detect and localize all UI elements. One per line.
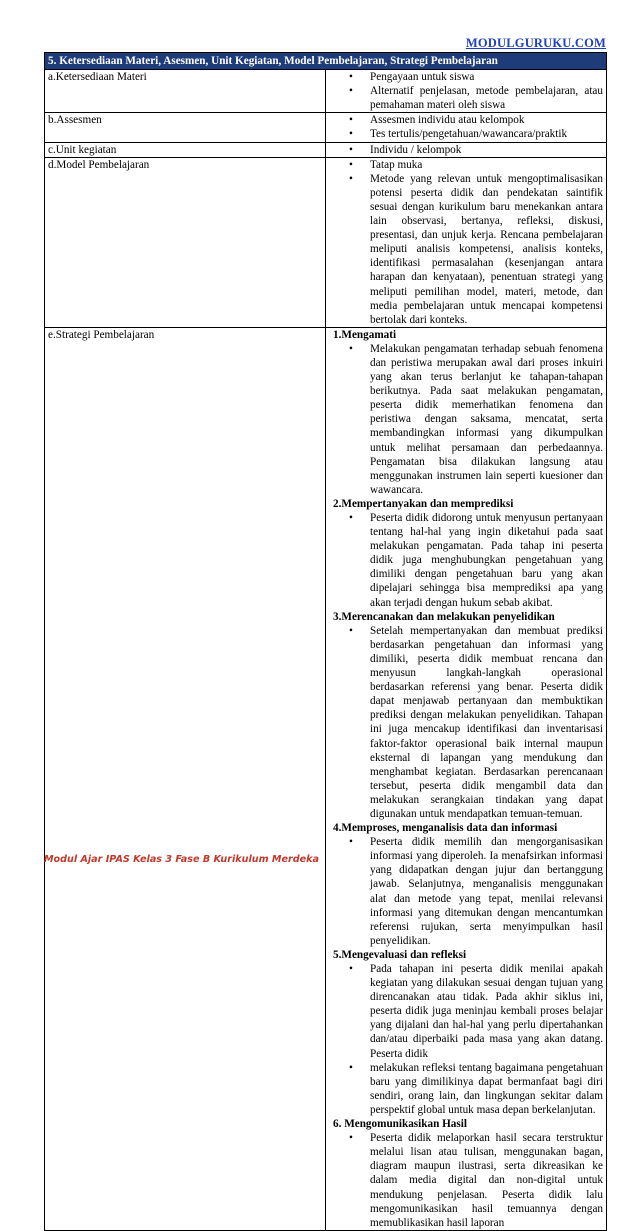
bullet-list (329, 143, 603, 157)
list-item: • Peserta didik didorong untuk menyusun pertanyaan tentang hal-hal yang ingin diketahui pada saat melakukan pengamatan. Pada tahap ini peserta didik juga menghubungkan pengetahuan yang dimiliki dengan pengetahuan baru yang akan dipelajari sehingga bisa memprediksi apa yang akan terjadi dengan hukum sebab akibat. (370, 511, 603, 610)
step-title: 6. Mengomunikasikan Hasil (333, 1118, 467, 1131)
list-item: • Melakukan pengamatan terhadap sebuah fenomena dan peristiwa merupakan awal dari proses inkuiri yang akan terus berlanjut ke tahapan-tahapan berikutnya. Pada saat melakukan pengamatan, peserta didik memerhatikan fenomena dan peristiwa dengan saksama, mencatat, serta membandingkan informasi yang dikumpulkan untuk melihat persamaan dan perbedaannya. Pengamatan bisa dilakukan langsung atau menggunakan instrumen lain seperti kuesioner dan wawancara. (370, 342, 603, 497)
bullet-list (329, 511, 603, 610)
step-title: 5.Mengevaluasi dan refleksi (333, 948, 467, 961)
step-title: 1.Mengamati (333, 328, 397, 341)
list-item: • Pada tahapan ini peserta didik menilai apakah kegiatan yang dilakukan sesuai dengan tujuan yang direncanakan atau tidak. Pada akhir siklus ini, peserta didik juga meninjau kembali proses belajar yang dijalani dan hal-hal yang perlu dipertahankan dan/atau diperbaiki pada masa yang akan datang. Peserta didik (370, 962, 603, 1061)
list-item: • Individu / kelompok (370, 143, 603, 157)
row-content (326, 70, 607, 113)
list-item: • Metode yang relevan untuk mengoptimalisasikan potensi peserta didik dan pendekatan saintifik sesuai dengan kurikulum baru menekankan antara lain observasi, bertanya, refleksi, diskusi, presentasi, dan unjuk kerja. Rencana pembelajaran meliputi analisis kompetensi, analisis konteks, identifikasi permasalahan (kesenjangan antara harapan dan kenyataan), penentuan strategi yang meliputi pemilihan model, materi, metode, dan media pembelajaran untuk mencapai kompetensi bertolak dari konteks. (370, 172, 603, 327)
bullet-list (329, 70, 603, 112)
bullet-list (329, 962, 603, 1117)
step-title: 4.Memproses, menganalisis data dan informasi (333, 822, 558, 835)
bullet-list (329, 342, 603, 497)
bullet-list (329, 1131, 603, 1230)
table-row (45, 142, 607, 157)
row-label: b.Assesmen (45, 113, 326, 142)
section-header-row (45, 53, 607, 70)
list-item: • Peserta didik melaporkan hasil secara terstruktur melalui lisan atau tulisan, menggunakan bagan, diagram maupun ilustrasi, serta dikreasikan ke dalam media digital dan non-digital untuk mendukung penjelasan. Peserta didik lalu mengomunikasikan hasil temuannya dengan memublikasikan hasil laporan (370, 1131, 603, 1230)
row-content (326, 327, 607, 1230)
list-item: • Assesmen individu atau kelompok (370, 113, 603, 127)
row-label: e.Strategi Pembelajaran (45, 327, 326, 1230)
row-content (326, 113, 607, 142)
site-header-link[interactable]: MODULGURUKU.COM (465, 36, 606, 50)
table-row (45, 157, 607, 327)
step-title: 2.Mempertanyakan dan memprediksi (333, 497, 514, 510)
content-table (44, 52, 607, 1231)
list-item: • Tatap muka (370, 158, 603, 172)
row-label: c.Unit kegiatan (45, 142, 326, 157)
section-title: 5. Ketersediaan Materi, Asesmen, Unit Kegiatan, Model Pembelajaran, Strategi Pembelajaran (45, 53, 607, 70)
table-row (45, 113, 607, 142)
table-row (45, 70, 607, 113)
list-item: • Setelah mempertanyakan dan membuat prediksi berdasarkan pengetahuan dan informasi yang dimiliki, peserta didik membuat rencana dan menyusun langkah-langkah operasional berdasarkan referensi yang benar. Peserta didik dapat menjawab pertanyaan dan membuktikan prediksi dengan melakukan penyelidikan. Tahapan ini juga mencakup identifikasi dan inventarisasi faktor-faktor operasional baik internal maupun eksternal di lapangan yang mendukung dan menghambat kegiatan. Berdasarkan perencanaan tersebut, peserta didik mengambil data dan melakukan serangkaian tindakan yang dapat digunakan untuk mendapatkan temuan-temuan. (370, 624, 603, 821)
list-item: • Alternatif penjelasan, metode pembelajaran, atau pemahaman materi oleh siswa (370, 84, 603, 112)
table-row (45, 327, 607, 1230)
list-item: • Peserta didik memilih dan mengorganisasikan informasi yang diperoleh. Ia menafsirkan informasi yang didapatkan dengan jujur dan bertanggung jawab. Selanjutnya, menganalisis menggunakan alat dan metode yang tepat, menilai relevansi informasi yang ditemukan dengan mencantumkan referensi rujukan, serta menyimpulkan hasil penyelidikan. (370, 835, 603, 948)
step-title: 3.Merencanakan dan melakukan penyelidikan (333, 610, 555, 623)
list-item: • melakukan refleksi tentang bagaimana pengetahuan baru yang dimilikinya dapat bermanfaat bagi diri sendiri, orang lain, dan lingkungan sekitar dalam perspektif global untuk masa depan berkelanjutan. (370, 1061, 603, 1117)
bullet-list (329, 113, 603, 141)
list-item: • Tes tertulis/pengetahuan/wawancara/praktik (370, 127, 603, 141)
list-item: • Pengayaan untuk siswa (370, 70, 603, 84)
bullet-list (329, 624, 603, 821)
bullet-list (329, 835, 603, 948)
bullet-list (329, 158, 603, 327)
row-label: d.Model Pembelajaran (45, 157, 326, 327)
page-footer: Modul Ajar IPAS Kelas 3 Fase B Kurikulum Merdeka (44, 854, 319, 865)
row-label: a.Ketersediaan Materi (45, 70, 326, 113)
row-content (326, 157, 607, 327)
row-content (326, 142, 607, 157)
